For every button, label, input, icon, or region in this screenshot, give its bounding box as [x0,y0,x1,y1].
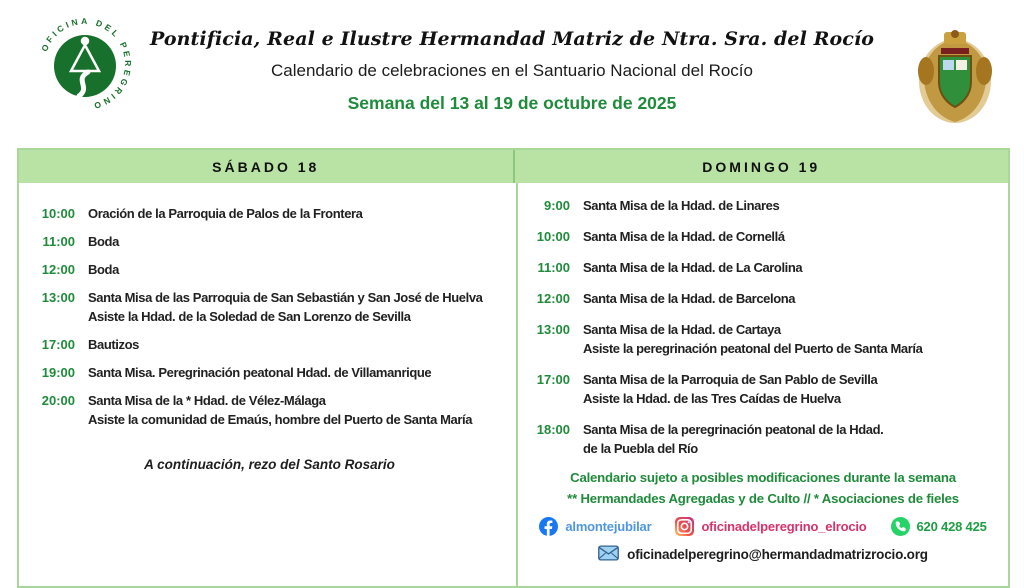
oficina-del-peregrino-seal-icon [36,14,134,114]
event-text: Santa Misa de la * Hdad. de Vélez-Málaga [88,393,326,408]
event-text: Santa Misa de la Hdad. de Barcelona [583,291,796,306]
event-row [524,227,1002,246]
whatsapp-contact[interactable] [891,517,987,536]
legend-note: ** Hermandades Agregadas y de Culto // * Asociaciones de fieles [567,491,959,506]
event-row [29,232,510,251]
envelope-icon [598,545,619,564]
event-row [29,288,510,326]
day-header-band [19,150,1008,183]
event-text: Oración de la Parroquia de Palos de la Frontera [88,206,363,221]
instagram-handle: oficinadelperegrino_elrocio [701,519,867,534]
event-row [29,260,510,279]
event-text: Asiste la Hdad. de las Tres Caídas de Huelva [583,391,841,406]
event-time: 13:00 [536,322,570,337]
event-row [29,335,510,354]
event-row [29,363,510,382]
sunday-column [518,183,1008,588]
social-row [524,517,1002,536]
logo-ring-text: OFICINA DEL PEREGRINO [39,15,134,112]
event-row [524,258,1002,277]
page-title: Pontificia, Real e Ilustre Hermandad Matriz de Ntra. Sra. del Rocío [149,28,875,50]
facebook-link[interactable] [539,517,651,536]
email-contact[interactable] [524,545,1002,564]
event-text: Asiste la comunidad de Emaús, hombre del Puerto de Santa María [88,412,473,427]
event-text: Santa Misa de la Parroquia de San Pablo de Sevilla [583,372,878,387]
day-header-saturday: SÁBADO 18 [212,158,320,175]
disclaimer-note: Calendario sujeto a posibles modificaciones durante la semana [570,470,956,485]
hermandad-crest-logo [906,26,1004,128]
event-text: Santa Misa de la Hdad. de Cornellá [583,229,785,244]
facebook-handle: almontejubilar [565,519,652,534]
event-text: de la Puebla del Río [583,441,698,456]
event-time: 9:00 [543,198,570,213]
day-header-sunday: DOMINGO 19 [702,158,821,175]
saturday-column [19,183,516,588]
event-text: Bautizos [88,337,139,352]
email-address: oficinadelperegrino@hermandadmatrizrocio.org [627,547,928,562]
event-time: 17:00 [41,337,75,352]
event-row [524,289,1002,308]
whatsapp-icon [891,517,910,536]
event-text: Boda [88,262,119,277]
page-subtitle: Calendario de celebraciones en el Santuario Nacional del Rocío [271,61,753,80]
week-range: Semana del 13 al 19 de octubre de 2025 [347,93,677,113]
event-text: Santa Misa de la Hdad. de La Carolina [583,260,803,275]
calendar-table [17,148,1010,588]
saturday-footnote: A continuación, rezo del Santo Rosario [144,457,395,472]
event-text: Boda [88,234,119,249]
event-time: 10:00 [536,229,570,244]
event-row [29,204,510,223]
event-row [29,391,510,429]
event-row [524,370,1002,408]
event-text: Asiste la peregrinación peatonal del Puerto de Santa María [583,341,923,356]
whatsapp-phone: 620 428 425 [916,519,987,534]
event-time: 11:00 [537,260,570,275]
event-time: 12:00 [41,262,75,277]
event-text: Asiste la Hdad. de la Soledad de San Lorenzo de Sevilla [88,309,411,324]
header [140,28,884,114]
event-time: 20:00 [41,393,75,408]
event-time: 10:00 [41,206,75,221]
event-text: Santa Misa de la peregrinación peatonal de la Hdad. [583,422,884,437]
facebook-icon [539,517,558,536]
event-row [524,196,1002,215]
event-time: 17:00 [536,372,570,387]
event-text: Santa Misa de la Hdad. de Linares [583,198,780,213]
instagram-icon [675,517,694,536]
event-time: 19:00 [41,365,75,380]
event-row [524,320,1002,358]
event-time: 13:00 [41,290,75,305]
event-row [524,420,1002,458]
event-text: Santa Misa de las Parroquia de San Sebastián y San José de Huelva [88,290,483,305]
oficina-del-peregrino-logo [36,14,134,114]
event-time: 18:00 [536,422,570,437]
event-time: 11:00 [42,234,75,249]
event-text: Santa Misa. Peregrinación peatonal Hdad. de Villamanrique [88,365,432,380]
hermandad-crest-icon [906,26,1004,128]
event-text: Santa Misa de la Hdad. de Cartaya [583,322,781,337]
instagram-link[interactable] [675,517,866,536]
event-time: 12:00 [536,291,570,306]
